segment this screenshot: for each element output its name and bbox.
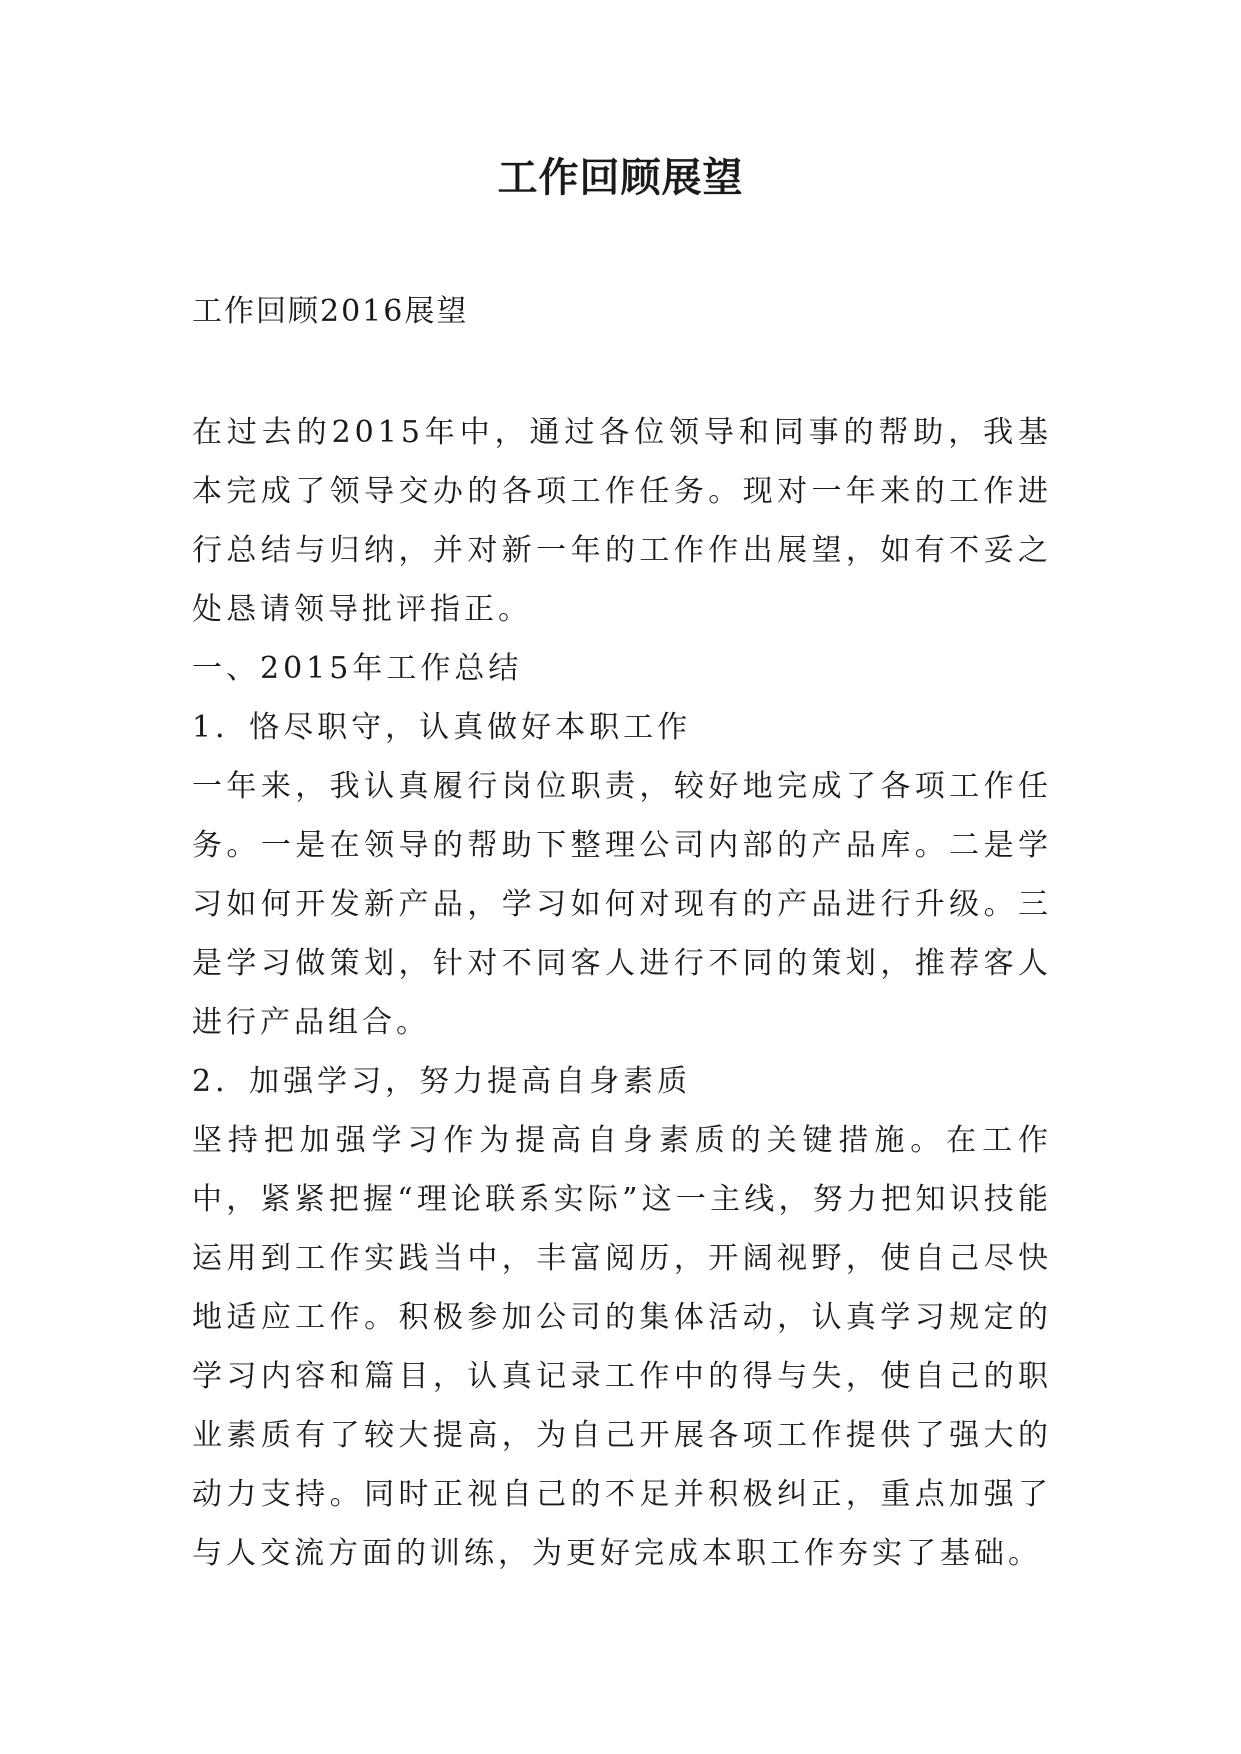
document-body [192, 403, 1052, 1583]
paragraph-intro: 在过去的2015年中，通过各位领导和同事的帮助，我基本完成了领导交办的各项工作任务。现对一年来的工作进行总结与归纳，并对新一年的工作作出展望，如有不妥之处恳请领导批评指正。 [192, 415, 1052, 627]
subheading-study: 2．加强学习，努力提高自身素质 [192, 1064, 692, 1099]
document-title: 工作回顾展望 [497, 154, 744, 201]
paragraph-study: 坚持把加强学习作为提高自身素质的关键措施。在工作中，紧紧把握“理论联系实际”这一主线，努力把知识技能运用到工作实践当中，丰富阅历，开阔视野，使自己尽快地适应工作。积极参加公司的集体活动，认真学习规定的学习内容和篇目，认真记录工作中的得与失，使自己的职业素质有了较大提高，为自己开展各项工作提供了强大的动力支持。同时正视自己的不足并积极纠正，重点加强了与人交流方面的训练，为更好完成本职工作夯实了基础。 [192, 1123, 1052, 1571]
document-subtitle: 工作回顾2016展望 [192, 294, 469, 329]
paragraph-duty: 一年来，我认真履行岗位职责，较好地完成了各项工作任务。一是在领导的帮助下整理公司内部的产品库。二是学习如何开发新产品，学习如何对现有的产品进行升级。三是学习做策划，针对不同客人进行不同的策划，推荐客人进行产品组合。 [192, 769, 1052, 1040]
subheading-duty: 1．恪尽职守，认真做好本职工作 [192, 710, 692, 745]
section-heading-summary: 一、2015年工作总结 [192, 651, 523, 686]
